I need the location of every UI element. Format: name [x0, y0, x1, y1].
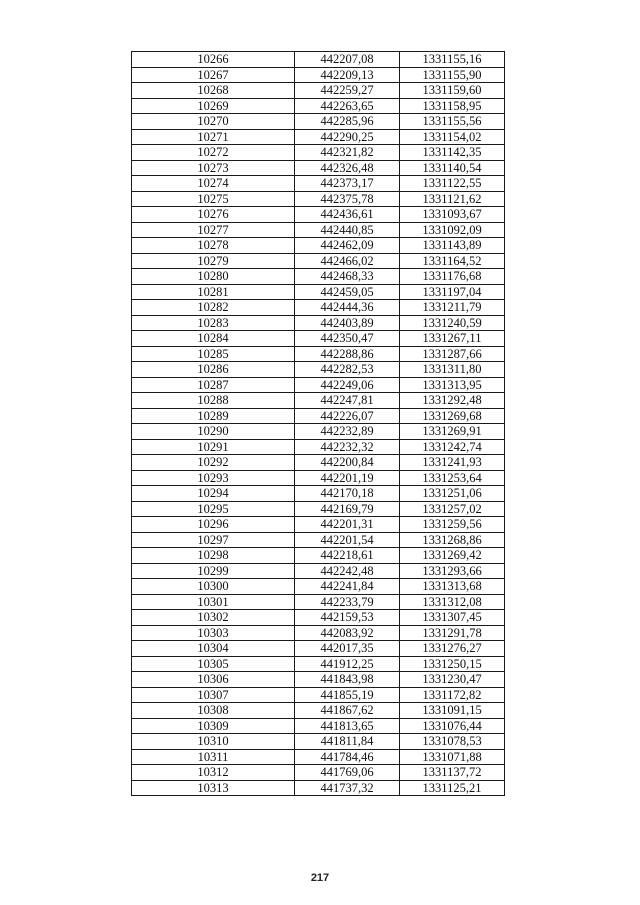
- table-row: [132, 734, 505, 750]
- table-row: [132, 222, 505, 238]
- x-coordinate-cell: 441813,65: [295, 718, 400, 734]
- table-row: [132, 253, 505, 269]
- x-coordinate-cell: 442350,47: [295, 331, 400, 347]
- point-number-cell: 10275: [132, 191, 295, 207]
- y-coordinate-cell: 1331292,48: [400, 393, 505, 409]
- table-row: [132, 98, 505, 114]
- y-coordinate-cell: 1331313,68: [400, 579, 505, 595]
- table-row: [132, 269, 505, 285]
- coordinates-table: [131, 51, 505, 796]
- x-coordinate-cell: 442232,89: [295, 424, 400, 440]
- x-coordinate-cell: 442159,53: [295, 610, 400, 626]
- y-coordinate-cell: 1331071,88: [400, 749, 505, 765]
- y-coordinate-cell: 1331251,06: [400, 486, 505, 502]
- table-row: [132, 114, 505, 130]
- x-coordinate-cell: 442083,92: [295, 625, 400, 641]
- x-coordinate-cell: 442468,33: [295, 269, 400, 285]
- y-coordinate-cell: 1331307,45: [400, 610, 505, 626]
- y-coordinate-cell: 1331154,02: [400, 129, 505, 145]
- y-coordinate-cell: 1331313,95: [400, 377, 505, 393]
- point-number-cell: 10279: [132, 253, 295, 269]
- x-coordinate-cell: 442241,84: [295, 579, 400, 595]
- x-coordinate-cell: 441769,06: [295, 765, 400, 781]
- table-row: [132, 749, 505, 765]
- y-coordinate-cell: 1331155,56: [400, 114, 505, 130]
- point-number-cell: 10271: [132, 129, 295, 145]
- x-coordinate-cell: 441855,19: [295, 687, 400, 703]
- point-number-cell: 10303: [132, 625, 295, 641]
- y-coordinate-cell: 1331269,42: [400, 548, 505, 564]
- point-number-cell: 10307: [132, 687, 295, 703]
- x-coordinate-cell: 441843,98: [295, 672, 400, 688]
- table-row: [132, 315, 505, 331]
- y-coordinate-cell: 1331269,91: [400, 424, 505, 440]
- point-number-cell: 10277: [132, 222, 295, 238]
- y-coordinate-cell: 1331293,66: [400, 563, 505, 579]
- table-row: [132, 455, 505, 471]
- y-coordinate-cell: 1331091,15: [400, 703, 505, 719]
- x-coordinate-cell: 442201,31: [295, 517, 400, 533]
- y-coordinate-cell: 1331197,04: [400, 284, 505, 300]
- point-number-cell: 10287: [132, 377, 295, 393]
- point-number-cell: 10306: [132, 672, 295, 688]
- table-row: [132, 207, 505, 223]
- y-coordinate-cell: 1331211,79: [400, 300, 505, 316]
- point-number-cell: 10295: [132, 501, 295, 517]
- x-coordinate-cell: 442201,54: [295, 532, 400, 548]
- table-row: [132, 83, 505, 99]
- point-number-cell: 10302: [132, 610, 295, 626]
- x-coordinate-cell: 442285,96: [295, 114, 400, 130]
- y-coordinate-cell: 1331125,21: [400, 780, 505, 796]
- x-coordinate-cell: 442233,79: [295, 594, 400, 610]
- y-coordinate-cell: 1331257,02: [400, 501, 505, 517]
- table-row: [132, 362, 505, 378]
- point-number-cell: 10272: [132, 145, 295, 161]
- point-number-cell: 10311: [132, 749, 295, 765]
- table-row: [132, 160, 505, 176]
- x-coordinate-cell: 441737,32: [295, 780, 400, 796]
- point-number-cell: 10282: [132, 300, 295, 316]
- table-row: [132, 517, 505, 533]
- table-row: [132, 67, 505, 83]
- point-number-cell: 10313: [132, 780, 295, 796]
- x-coordinate-cell: 442290,25: [295, 129, 400, 145]
- point-number-cell: 10296: [132, 517, 295, 533]
- table-row: [132, 672, 505, 688]
- point-number-cell: 10298: [132, 548, 295, 564]
- x-coordinate-cell: 442440,85: [295, 222, 400, 238]
- table-row: [132, 300, 505, 316]
- y-coordinate-cell: 1331143,89: [400, 238, 505, 254]
- table-row: [132, 238, 505, 254]
- y-coordinate-cell: 1331240,59: [400, 315, 505, 331]
- table-row: [132, 703, 505, 719]
- y-coordinate-cell: 1331287,66: [400, 346, 505, 362]
- point-number-cell: 10304: [132, 641, 295, 657]
- y-coordinate-cell: 1331164,52: [400, 253, 505, 269]
- point-number-cell: 10278: [132, 238, 295, 254]
- x-coordinate-cell: 442201,19: [295, 470, 400, 486]
- x-coordinate-cell: 442259,27: [295, 83, 400, 99]
- x-coordinate-cell: 442017,35: [295, 641, 400, 657]
- table-row: [132, 486, 505, 502]
- x-coordinate-cell: 441912,25: [295, 656, 400, 672]
- point-number-cell: 10299: [132, 563, 295, 579]
- x-coordinate-cell: 442288,86: [295, 346, 400, 362]
- point-number-cell: 10293: [132, 470, 295, 486]
- point-number-cell: 10268: [132, 83, 295, 99]
- point-number-cell: 10284: [132, 331, 295, 347]
- table-row: [132, 129, 505, 145]
- x-coordinate-cell: 442466,02: [295, 253, 400, 269]
- y-coordinate-cell: 1331242,74: [400, 439, 505, 455]
- x-coordinate-cell: 442321,82: [295, 145, 400, 161]
- x-coordinate-cell: 441784,46: [295, 749, 400, 765]
- y-coordinate-cell: 1331276,27: [400, 641, 505, 657]
- table-row: [132, 548, 505, 564]
- point-number-cell: 10308: [132, 703, 295, 719]
- point-number-cell: 10300: [132, 579, 295, 595]
- x-coordinate-cell: 442242,48: [295, 563, 400, 579]
- y-coordinate-cell: 1331121,62: [400, 191, 505, 207]
- y-coordinate-cell: 1331122,55: [400, 176, 505, 192]
- y-coordinate-cell: 1331269,68: [400, 408, 505, 424]
- point-number-cell: 10292: [132, 455, 295, 471]
- y-coordinate-cell: 1331259,56: [400, 517, 505, 533]
- table-row: [132, 563, 505, 579]
- table-row: [132, 424, 505, 440]
- y-coordinate-cell: 1331159,60: [400, 83, 505, 99]
- table-row: [132, 687, 505, 703]
- table-row: [132, 145, 505, 161]
- table-row: [132, 780, 505, 796]
- table-row: [132, 393, 505, 409]
- table-row: [132, 579, 505, 595]
- table-row: [132, 346, 505, 362]
- y-coordinate-cell: 1331253,64: [400, 470, 505, 486]
- x-coordinate-cell: 442282,53: [295, 362, 400, 378]
- point-number-cell: 10297: [132, 532, 295, 548]
- y-coordinate-cell: 1331142,35: [400, 145, 505, 161]
- y-coordinate-cell: 1331092,09: [400, 222, 505, 238]
- table-row: [132, 656, 505, 672]
- y-coordinate-cell: 1331241,93: [400, 455, 505, 471]
- table-row: [132, 331, 505, 347]
- point-number-cell: 10285: [132, 346, 295, 362]
- x-coordinate-cell: 442326,48: [295, 160, 400, 176]
- point-number-cell: 10276: [132, 207, 295, 223]
- y-coordinate-cell: 1331267,11: [400, 331, 505, 347]
- table-row: [132, 532, 505, 548]
- table-row: [132, 191, 505, 207]
- x-coordinate-cell: 442169,79: [295, 501, 400, 517]
- table-row: [132, 641, 505, 657]
- x-coordinate-cell: 442232,32: [295, 439, 400, 455]
- x-coordinate-cell: 442263,65: [295, 98, 400, 114]
- y-coordinate-cell: 1331230,47: [400, 672, 505, 688]
- y-coordinate-cell: 1331140,54: [400, 160, 505, 176]
- point-number-cell: 10283: [132, 315, 295, 331]
- point-number-cell: 10301: [132, 594, 295, 610]
- point-number-cell: 10286: [132, 362, 295, 378]
- table-row: [132, 610, 505, 626]
- point-number-cell: 10270: [132, 114, 295, 130]
- x-coordinate-cell: 441811,84: [295, 734, 400, 750]
- table-row: [132, 625, 505, 641]
- y-coordinate-cell: 1331312,08: [400, 594, 505, 610]
- point-number-cell: 10280: [132, 269, 295, 285]
- y-coordinate-cell: 1331268,86: [400, 532, 505, 548]
- point-number-cell: 10274: [132, 176, 295, 192]
- point-number-cell: 10312: [132, 765, 295, 781]
- y-coordinate-cell: 1331093,67: [400, 207, 505, 223]
- y-coordinate-cell: 1331311,80: [400, 362, 505, 378]
- table-row: [132, 765, 505, 781]
- table-row: [132, 439, 505, 455]
- x-coordinate-cell: 442403,89: [295, 315, 400, 331]
- x-coordinate-cell: 442373,17: [295, 176, 400, 192]
- y-coordinate-cell: 1331155,90: [400, 67, 505, 83]
- point-number-cell: 10288: [132, 393, 295, 409]
- point-number-cell: 10290: [132, 424, 295, 440]
- y-coordinate-cell: 1331176,68: [400, 269, 505, 285]
- table-row: [132, 501, 505, 517]
- point-number-cell: 10266: [132, 52, 295, 68]
- x-coordinate-cell: 442209,13: [295, 67, 400, 83]
- y-coordinate-cell: 1331158,95: [400, 98, 505, 114]
- point-number-cell: 10267: [132, 67, 295, 83]
- x-coordinate-cell: 442200,84: [295, 455, 400, 471]
- x-coordinate-cell: 442436,61: [295, 207, 400, 223]
- table-row: [132, 718, 505, 734]
- x-coordinate-cell: 442207,08: [295, 52, 400, 68]
- table-row: [132, 408, 505, 424]
- point-number-cell: 10294: [132, 486, 295, 502]
- x-coordinate-cell: 442249,06: [295, 377, 400, 393]
- y-coordinate-cell: 1331076,44: [400, 718, 505, 734]
- y-coordinate-cell: 1331291,78: [400, 625, 505, 641]
- point-number-cell: 10281: [132, 284, 295, 300]
- table-row: [132, 284, 505, 300]
- y-coordinate-cell: 1331137,72: [400, 765, 505, 781]
- point-number-cell: 10269: [132, 98, 295, 114]
- x-coordinate-cell: 442444,36: [295, 300, 400, 316]
- y-coordinate-cell: 1331250,15: [400, 656, 505, 672]
- y-coordinate-cell: 1331078,53: [400, 734, 505, 750]
- y-coordinate-cell: 1331172,82: [400, 687, 505, 703]
- table-row: [132, 176, 505, 192]
- point-number-cell: 10310: [132, 734, 295, 750]
- x-coordinate-cell: 442247,81: [295, 393, 400, 409]
- x-coordinate-cell: 441867,62: [295, 703, 400, 719]
- page-number: 217: [310, 872, 330, 884]
- x-coordinate-cell: 442459,05: [295, 284, 400, 300]
- table-row: [132, 470, 505, 486]
- table-row: [132, 594, 505, 610]
- point-number-cell: 10289: [132, 408, 295, 424]
- point-number-cell: 10309: [132, 718, 295, 734]
- point-number-cell: 10305: [132, 656, 295, 672]
- coordinates-table-body: [132, 52, 505, 796]
- x-coordinate-cell: 442218,61: [295, 548, 400, 564]
- x-coordinate-cell: 442462,09: [295, 238, 400, 254]
- x-coordinate-cell: 442375,78: [295, 191, 400, 207]
- y-coordinate-cell: 1331155,16: [400, 52, 505, 68]
- point-number-cell: 10291: [132, 439, 295, 455]
- table-row: [132, 377, 505, 393]
- table-row: [132, 52, 505, 68]
- x-coordinate-cell: 442170,18: [295, 486, 400, 502]
- point-number-cell: 10273: [132, 160, 295, 176]
- x-coordinate-cell: 442226,07: [295, 408, 400, 424]
